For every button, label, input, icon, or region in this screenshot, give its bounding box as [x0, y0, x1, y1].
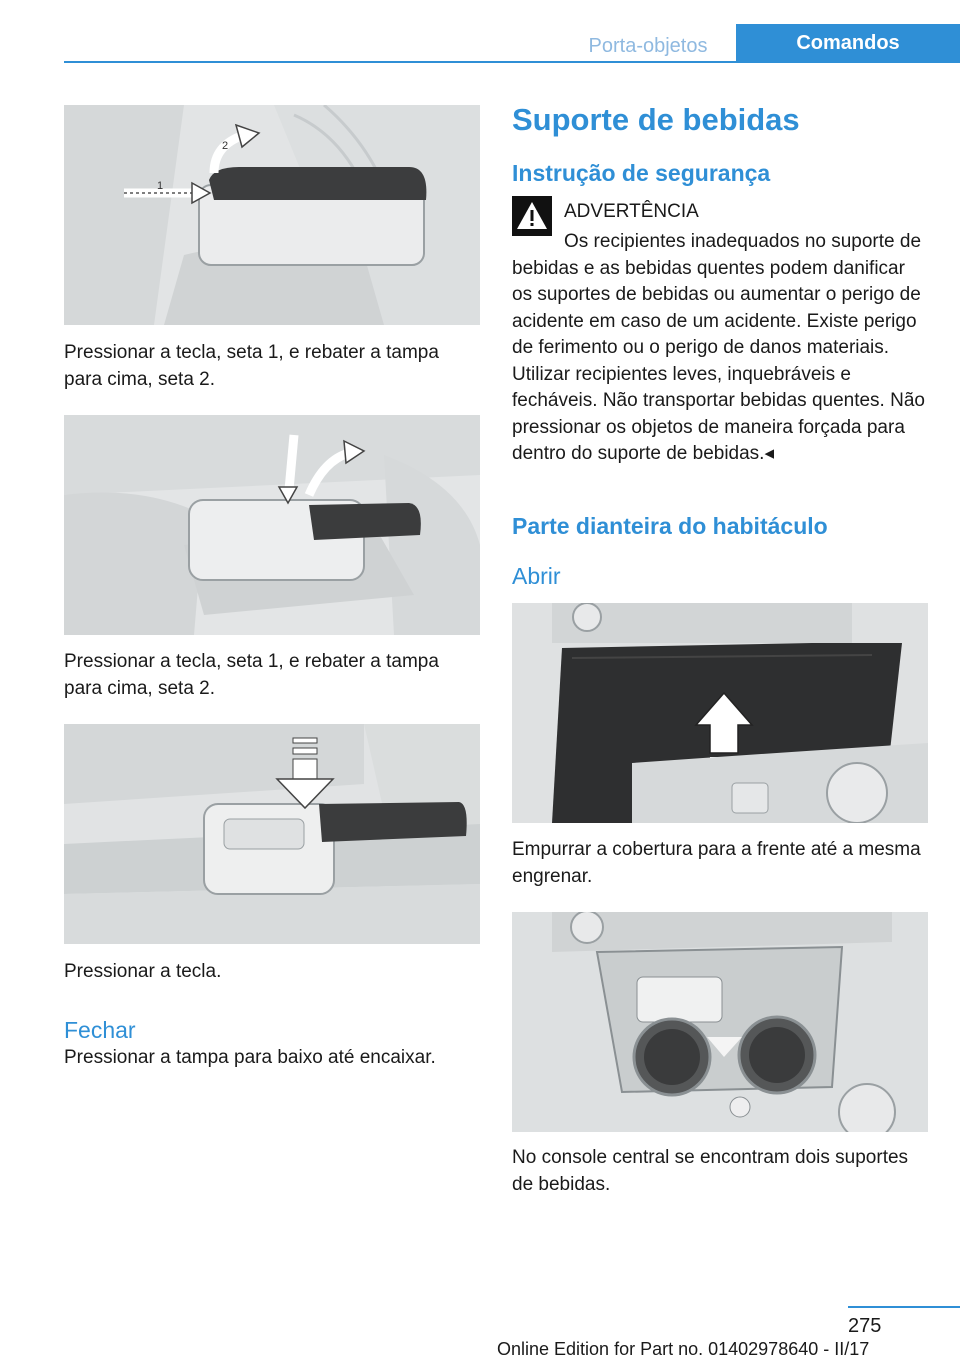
- header-rule: [64, 61, 960, 63]
- page-title: Suporte de bebidas: [512, 102, 800, 137]
- section-title: Porta-objetos: [588, 35, 708, 57]
- heading-front-cabin: Parte dianteira do habitáculo: [512, 513, 828, 539]
- warning-text: [512, 229, 928, 468]
- chapter-tab: Comandos: [736, 24, 960, 62]
- caption-figure-3: Pressionar a tecla.: [64, 961, 222, 982]
- figure-center-console-cover: [512, 603, 928, 823]
- caption-figure-4: Empurrar a cobertura para a frente até a mesma engrenar.: [512, 839, 921, 887]
- caption-figure-1: Pressionar a tecla, seta 1, e rebater a tampa para cima, seta 2.: [64, 342, 439, 390]
- figure-rear-armrest-open-1: [64, 105, 480, 325]
- caption-figure-2: Pressionar a tecla, seta 1, e rebater a tampa para cima, seta 2.: [64, 651, 439, 699]
- footer-rule: [848, 1306, 960, 1308]
- heading-safety: Instrução de segurança: [512, 160, 771, 186]
- arrow-label-1: 1: [157, 180, 164, 192]
- heading-close: Fechar: [64, 1017, 136, 1043]
- close-instruction: Pressionar a tampa para baixo até encaixar.: [64, 1047, 436, 1068]
- figure-rear-armrest-button: [64, 724, 480, 944]
- figure-cup-holders: [512, 912, 928, 1132]
- arrow-label-2: 2: [222, 140, 229, 152]
- warning-body: Os recipientes inadequados no suporte de bebidas e as bebidas quentes podem danificar os suportes de bebidas ou aumentar o perigo de acidente em caso de um acidente. Existe perigo de ferimento ou o perigo de danos materiais. Utilizar recipientes leves, inquebráveis e fecháveis. Não transportar bebidas quentes. Não pressionar os objetos de maneira forçada para dentro do suporte de bebidas.◂: [512, 231, 925, 464]
- heading-open: Abrir: [512, 563, 561, 589]
- caption-figure-5: No console central se encontram dois suportes de bebidas.: [512, 1147, 909, 1195]
- figure-rear-armrest-open-2: [64, 415, 480, 635]
- page-number: 275: [848, 1315, 882, 1337]
- warning-label: ADVERTÊNCIA: [564, 201, 699, 222]
- edition-note: Online Edition for Part no. 01402978640 - II/17: [497, 1339, 870, 1359]
